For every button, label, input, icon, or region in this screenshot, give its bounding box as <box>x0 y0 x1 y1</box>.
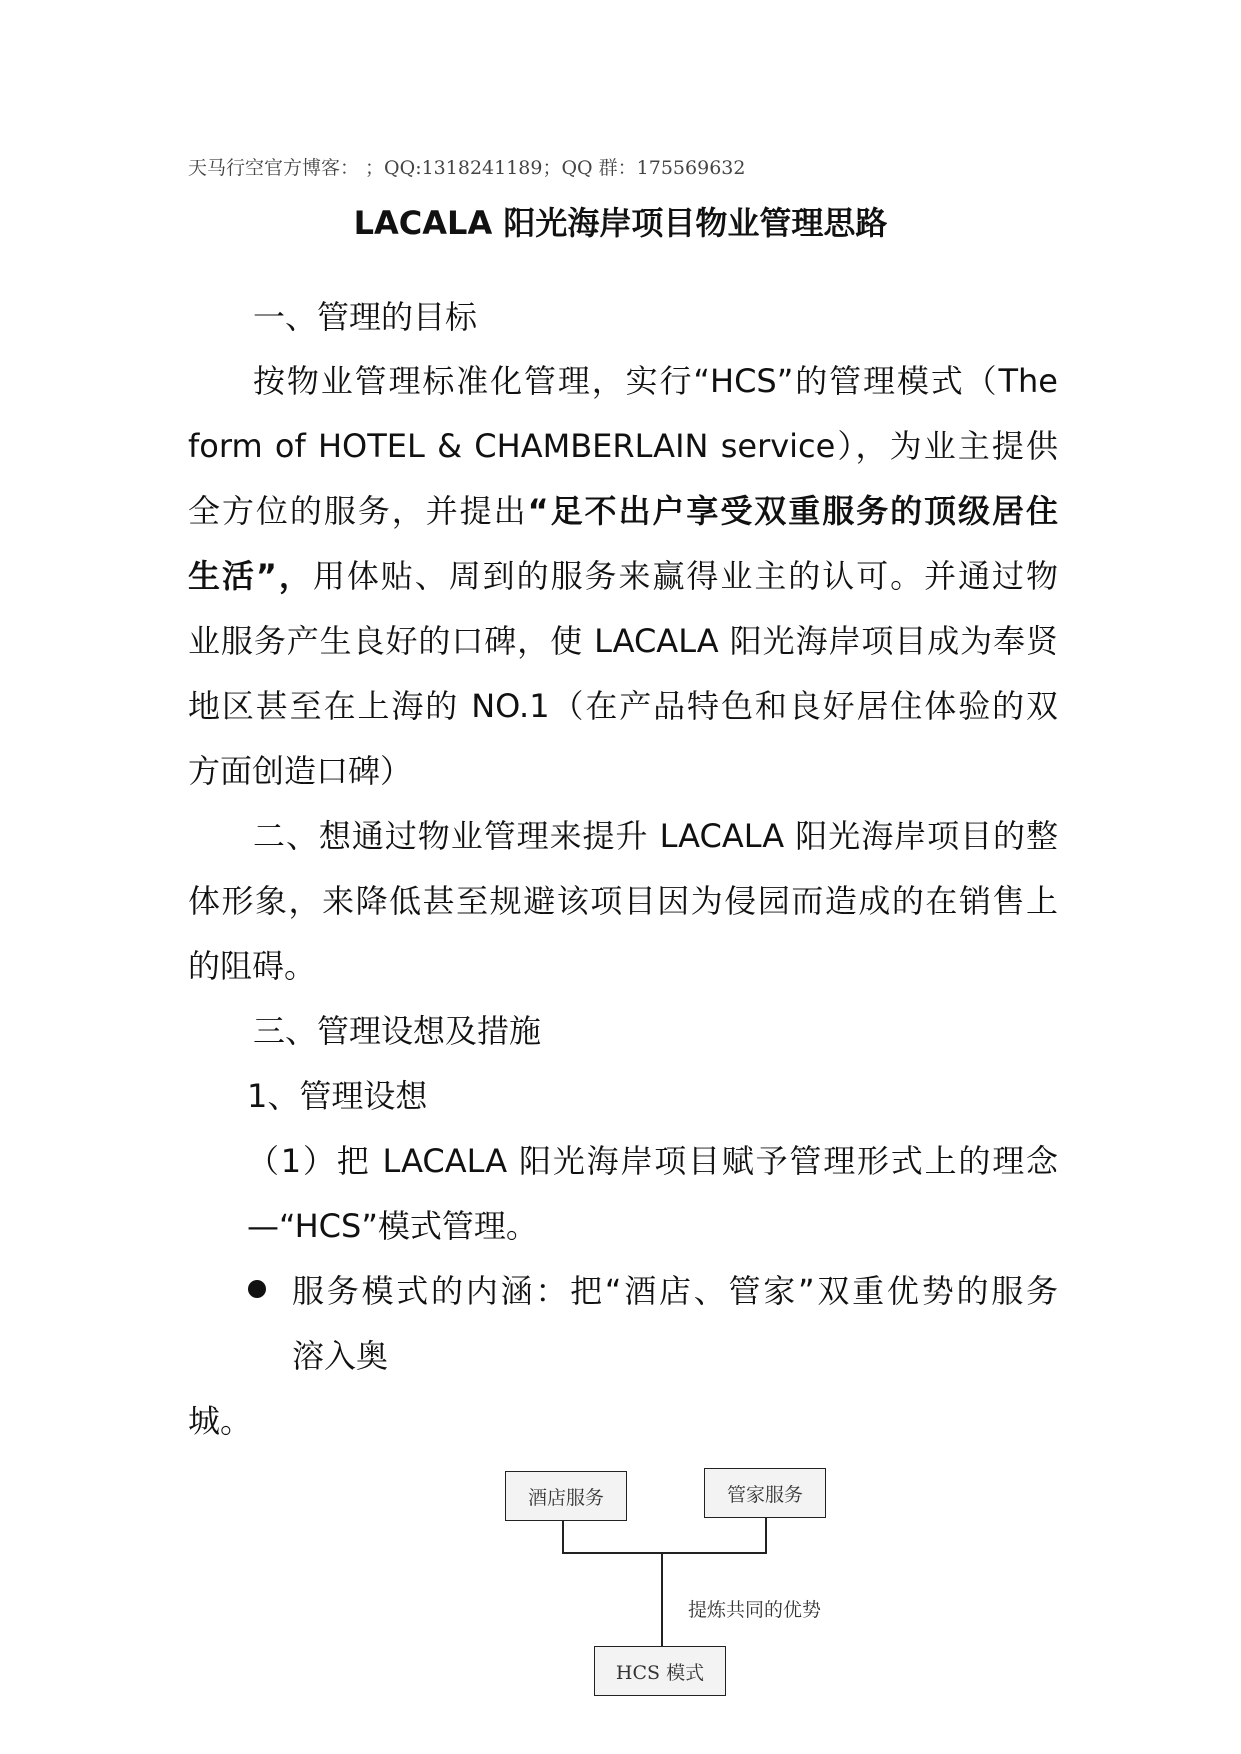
paragraph-line: 地区甚至在上海的 NO.1（在产品特色和良好居住体验的双 <box>188 687 1058 725</box>
paragraph-line <box>188 556 1058 596</box>
diagram-box-hcs-mode: HCS 模式 <box>594 1646 726 1696</box>
paragraph-line: 业服务产生良好的口碑，使 LACALA 阳光海岸项目成为奉贤 <box>188 622 1058 660</box>
paragraph-text: 全方位的服务，并提出 <box>188 492 528 530</box>
connector-line <box>661 1552 663 1646</box>
paragraph-line: 的阻碍。 <box>188 947 317 985</box>
paragraph-line: 体形象，来降低甚至规避该项目因为侵园而造成的在销售上 <box>188 882 1058 920</box>
bullet-line: 服务模式的内涵：把“酒店、管家”双重优势的服务 <box>292 1272 1058 1310</box>
bullet-line: 城。 <box>188 1402 253 1440</box>
paragraph-line: 二、想通过物业管理来提升 LACALA 阳光海岸项目的整 <box>253 817 1058 855</box>
paragraph-line: 方面创造口碑） <box>188 752 413 790</box>
connector-line <box>765 1518 767 1553</box>
page-header: 天马行空官方博客： ；QQ:1318241189；QQ 群：175569632 <box>188 157 746 179</box>
emphasis-text: 生活”， <box>188 557 313 595</box>
connector-label: 提炼共同的优势 <box>688 1599 822 1621</box>
page-title: LACALA 阳光海岸项目物业管理思路 <box>353 204 888 242</box>
paragraph-line: 按物业管理标准化管理，实行“HCS”的管理模式（The <box>253 362 1058 400</box>
diagram-box-butler-service: 管家服务 <box>704 1468 826 1518</box>
list-item-line: （1）把 LACALA 阳光海岸项目赋予管理形式上的理念 <box>247 1142 1058 1180</box>
section-heading-measures: 三、管理设想及措施 <box>253 1012 542 1050</box>
paragraph-line: form of HOTEL & CHAMBERLAIN service），为业主提供 <box>188 427 1058 465</box>
paragraph-text: 用体贴、周到的服务来赢得业主的认可。并通过物 <box>312 557 1058 595</box>
emphasis-text: “足不出户享受双重服务的顶级居住 <box>527 492 1058 530</box>
bullet-icon <box>248 1280 266 1298</box>
connector-line <box>562 1521 564 1553</box>
diagram-box-hotel-service: 酒店服务 <box>505 1471 627 1521</box>
subsection-heading: 1、管理设想 <box>247 1077 428 1115</box>
section-heading-goals: 一、管理的目标 <box>253 298 478 336</box>
bullet-line: 溶入奥 <box>292 1337 389 1375</box>
paragraph-line <box>188 491 1058 531</box>
connector-line <box>562 1552 767 1554</box>
list-item-line: —“HCS”模式管理。 <box>247 1207 538 1245</box>
